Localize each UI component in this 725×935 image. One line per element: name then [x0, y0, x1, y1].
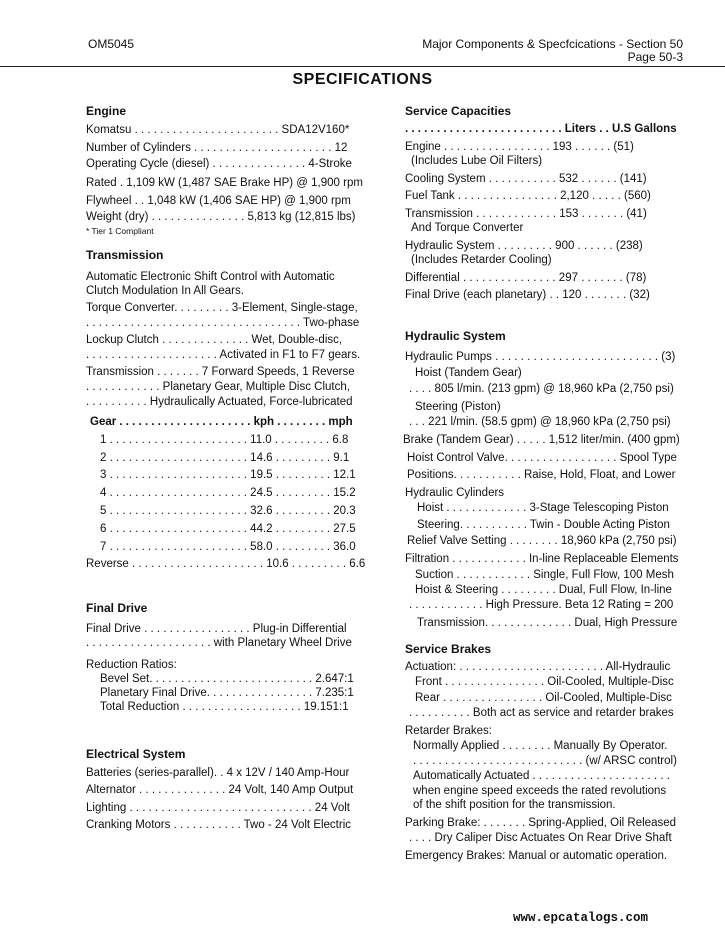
spec-line: Cranking Motors . . . . . . . . . . . Two - 24 Volt Electric — [86, 819, 352, 831]
spec-line: Hoist . . . . . . . . . . . . . 3-Stage Telescoping Piston — [417, 502, 669, 514]
gear-row-reverse: Reverse . . . . . . . . . . . . . . . . . . . . . 10.6 . . . . . . . . . 6.6 — [86, 558, 366, 570]
spec-line: . . . . . . . . . . . . . . . . . . . . with Planetary Wheel Drive — [86, 637, 352, 649]
transmission-heading: Transmission — [86, 248, 164, 262]
gear-row: 3 . . . . . . . . . . . . . . . . . . . . . . 19.5 . . . . . . . . . 12.1 — [100, 469, 356, 481]
brakes-heading: Service Brakes — [405, 642, 492, 656]
spec-line: Brake (Tandem Gear) . . . . . 1,512 liter/min. (400 gpm) — [403, 434, 680, 446]
spec-line: Parking Brake: . . . . . . . Spring-Applied, Oil Released — [405, 817, 677, 829]
spec-line: Filtration . . . . . . . . . . . . In-line Replaceable Elements — [405, 553, 679, 565]
spec-line: Komatsu . . . . . . . . . . . . . . . . . . . . . . . SDA12V160* — [86, 124, 350, 136]
spec-line: . . . . . . . . . . . . . . . . . . . . . . . . . . . . . . . . . . Two-phase — [86, 317, 360, 329]
capacities-heading: Service Capacities — [405, 104, 512, 118]
gear-row: 5 . . . . . . . . . . . . . . . . . . . . . . 32.6 . . . . . . . . . 20.3 — [100, 505, 356, 517]
final-drive-heading: Final Drive — [86, 601, 148, 615]
spec-line: Clutch Modulation In All Gears. — [86, 285, 244, 297]
spec-line: Relief Valve Setting . . . . . . . . 18,960 kPa (2,750 psi) — [407, 535, 677, 547]
spec-line: Fuel Tank . . . . . . . . . . . . . . . . 2,120 . . . . . (560) — [405, 190, 651, 202]
gear-row: 1 . . . . . . . . . . . . . . . . . . . . . . 11.0 . . . . . . . . . 6.8 — [100, 434, 349, 446]
spec-line: Steering (Piston) — [415, 401, 501, 413]
gear-table-header: Gear . . . . . . . . . . . . . . . . . . . . . kph . . . . . . . . mph — [90, 416, 353, 428]
ratio-line: Planetary Final Drive. . . . . . . . . . . . . . . . . 7.235:1 — [100, 687, 354, 699]
spec-line: of the shift position for the transmission. — [413, 799, 616, 811]
capacities-units: . . . . . . . . . . . . . . . . . . . . . . . . . Liters . . U.S Gallons — [405, 123, 677, 135]
ratio-line: Total Reduction . . . . . . . . . . . . . . . . . . . 19.151:1 — [100, 701, 349, 713]
spec-line: Torque Converter. . . . . . . . . 3-Element, Single-stage, — [86, 302, 358, 314]
spec-line: . . . 221 l/min. (58.5 gpm) @ 18,960 kPa (2,750 psi) — [409, 416, 671, 428]
spec-line: . . . . 805 l/min. (213 gpm) @ 18,960 kPa (2,750 psi) — [409, 383, 674, 395]
spec-line: . . . . . . . . . . Hydraulically Actuated, Force-lubricated — [86, 396, 353, 408]
engine-note: * Tier 1 Compliant — [86, 226, 154, 236]
spec-line: Rated . 1,109 kW (1,487 SAE Brake HP) @ 1,900 rpm — [86, 177, 363, 189]
spec-line: Transmission . . . . . . . . . . . . . 153 . . . . . . . (41) — [405, 208, 647, 220]
spec-line: Front . . . . . . . . . . . . . . . . Oil-Cooled, Multiple-Disc — [415, 676, 674, 688]
spec-line: . . . . . . . . . . . . High Pressure. Beta 12 Rating = 200 — [409, 599, 674, 611]
spec-line: Weight (dry) . . . . . . . . . . . . . . . 5,813 kg (12,815 lbs) — [86, 211, 356, 223]
spec-line: Final Drive . . . . . . . . . . . . . . . . . Plug-in Differential — [86, 623, 347, 635]
spec-line: Hydraulic Cylinders — [405, 487, 505, 499]
spec-line: Rear . . . . . . . . . . . . . . . . Oil-Cooled, Multiple-Disc — [415, 692, 672, 704]
spec-line: Steering. . . . . . . . . . . Twin - Double Acting Piston — [417, 519, 670, 531]
spec-line: Retarder Brakes: — [405, 725, 492, 737]
spec-line: . . . . Dry Caliper Disc Actuates On Rear Drive Shaft — [409, 832, 672, 844]
section-title: Major Components & Specfcications - Section 50 — [422, 37, 683, 51]
spec-line: Flywheel . . 1,048 kW (1,406 SAE HP) @ 1,900 rpm — [86, 195, 351, 207]
spec-line: . . . . . . . . . . . . . . . . . . . . . Activated in F1 to F7 gears. — [86, 349, 361, 361]
spec-line: Lockup Clutch . . . . . . . . . . . . . . Wet, Double-disc, — [86, 334, 343, 346]
document-code: OM5045 — [88, 37, 135, 51]
header-rule — [0, 66, 725, 67]
reduction-ratios-label: Reduction Ratios: — [86, 659, 177, 671]
spec-line: Differential . . . . . . . . . . . . . . . 297 . . . . . . . (78) — [405, 272, 647, 284]
spec-line: . . . . . . . . . . . . . . . . . . . . . . . . . . . (w/ ARSC control) — [413, 755, 677, 767]
spec-line: Actuation: . . . . . . . . . . . . . . . . . . . . . . . All-Hydraulic — [405, 661, 671, 673]
spec-line: Transmission . . . . . . . 7 Forward Speeds, 1 Reverse — [86, 366, 355, 378]
spec-line: (Includes Lube Oil Filters) — [411, 155, 543, 167]
gear-row: 7 . . . . . . . . . . . . . . . . . . . . . . 58.0 . . . . . . . . . 36.0 — [100, 541, 356, 553]
spec-line: Hydraulic Pumps . . . . . . . . . . . . . . . . . . . . . . . . . . (3) — [405, 351, 676, 363]
page-title: SPECIFICATIONS — [292, 71, 433, 88]
spec-line: Hoist Control Valve. . . . . . . . . . . . . . . . . . Spool Type — [407, 452, 677, 464]
spec-line: Cooling System . . . . . . . . . . . 532 . . . . . . (141) — [405, 173, 647, 185]
spec-line: Positions. . . . . . . . . . . Raise, Hold, Float, and Lower — [407, 469, 676, 481]
gear-row: 4 . . . . . . . . . . . . . . . . . . . . . . 24.5 . . . . . . . . . 15.2 — [100, 487, 356, 499]
electrical-heading: Electrical System — [86, 747, 186, 761]
ratio-line: Bevel Set. . . . . . . . . . . . . . . . . . . . . . . . . . 2.647:1 — [100, 673, 354, 685]
spec-line: Hoist (Tandem Gear) — [415, 367, 522, 379]
spec-line: Operating Cycle (diesel) . . . . . . . . . . . . . . . 4-Stroke — [86, 158, 352, 170]
spec-line: . . . . . . . . . . Both act as service and retarder brakes — [409, 707, 674, 719]
spec-line: Emergency Brakes: Manual or automatic operation. — [405, 850, 668, 862]
spec-line: And Torque Converter — [411, 222, 524, 234]
hydraulic-heading: Hydraulic System — [405, 329, 506, 343]
spec-line: Suction . . . . . . . . . . . . Single, Full Flow, 100 Mesh — [415, 569, 674, 581]
spec-line: Batteries (series-parallel). . 4 x 12V / 140 Amp-Hour — [86, 767, 350, 779]
engine-heading: Engine — [86, 104, 127, 118]
spec-line: Engine . . . . . . . . . . . . . . . . . 193 . . . . . . (51) — [405, 141, 634, 153]
spec-line: Automatic Electronic Shift Control with Automatic — [86, 271, 335, 283]
spec-line: Hoist & Steering . . . . . . . . . Dual, Full Flow, In-line — [415, 584, 672, 596]
spec-line: Lighting . . . . . . . . . . . . . . . . . . . . . . . . . . . . . 24 Volt — [86, 802, 350, 814]
spec-line: Normally Applied . . . . . . . . Manually By Operator. — [413, 740, 668, 752]
gear-row: 6 . . . . . . . . . . . . . . . . . . . . . . 44.2 . . . . . . . . . 27.5 — [100, 523, 356, 535]
spec-line: when engine speed exceeds the rated revolutions — [413, 785, 667, 797]
spec-line: (Includes Retarder Cooling) — [411, 254, 552, 266]
gear-row: 2 . . . . . . . . . . . . . . . . . . . . . . 14.6 . . . . . . . . . 9.1 — [100, 452, 350, 464]
spec-line: Transmission. . . . . . . . . . . . . . Dual, High Pressure — [417, 617, 678, 629]
watermark-url[interactable]: www.epcatalogs.com — [513, 911, 649, 925]
spec-line: Number of Cylinders . . . . . . . . . . . . . . . . . . . . . . 12 — [86, 142, 348, 154]
page-number: Page 50-3 — [627, 50, 683, 64]
spec-line: Automatically Actuated . . . . . . . . . . . . . . . . . . . . . . — [413, 770, 670, 782]
spec-line: Alternator . . . . . . . . . . . . . . 24 Volt, 140 Amp Output — [86, 784, 354, 796]
spec-line: Final Drive (each planetary) . . 120 . . . . . . . (32) — [405, 289, 650, 301]
spec-line: Hydraulic System . . . . . . . . . 900 . . . . . . (238) — [405, 240, 643, 252]
spec-line: . . . . . . . . . . . . Planetary Gear, Multiple Disc Clutch, — [86, 381, 350, 393]
